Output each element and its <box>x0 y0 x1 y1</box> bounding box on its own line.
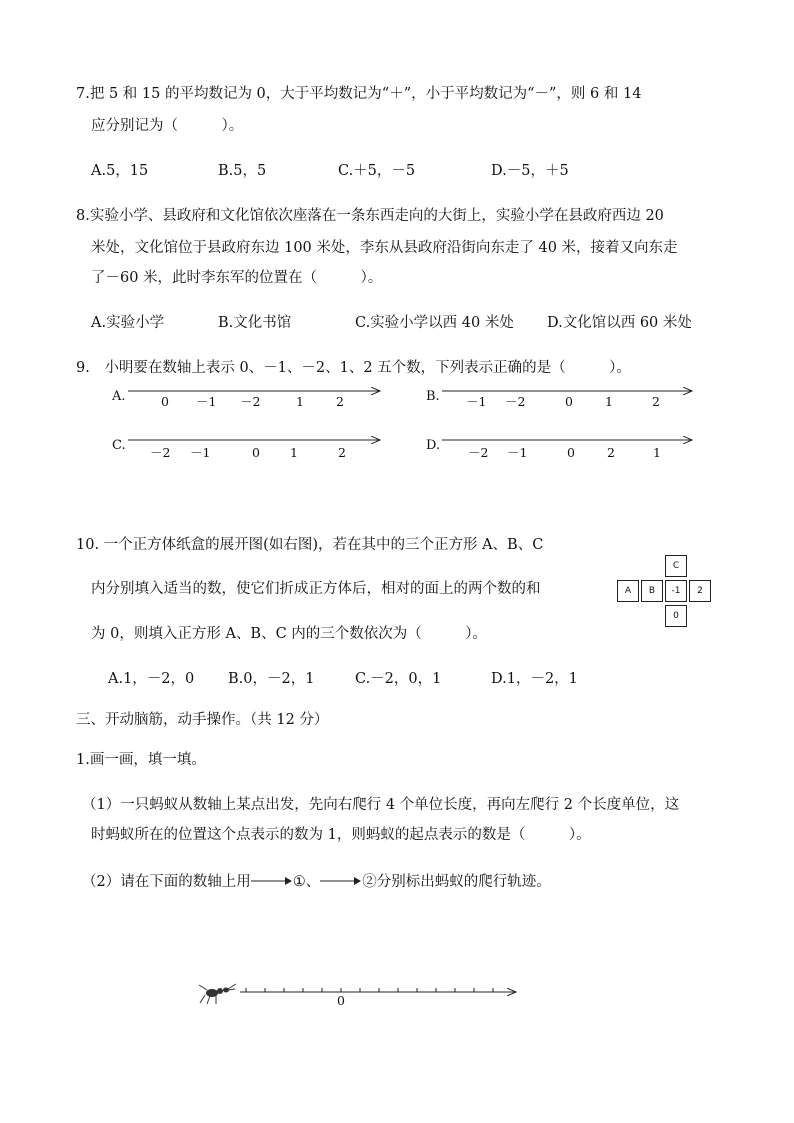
q7-option-b: B.5，5 <box>218 163 267 179</box>
nl-d-num-0: －2 <box>468 445 489 460</box>
nl-a-num-2: －2 <box>240 394 261 409</box>
nl-a-num-4: 2 <box>336 394 344 409</box>
section3-heading: 三、开动脑筋，动手操作。（共 12 分） <box>76 712 329 728</box>
nl-c-num-2: 0 <box>252 445 260 460</box>
nl-d-num-3: 2 <box>607 445 615 460</box>
q7-line2: 应分别记为（ ）。 <box>91 118 244 134</box>
q8-line3: 了－60 米，此时李东军的位置在（ ）。 <box>91 270 383 286</box>
nl-b-num-4: 2 <box>652 394 660 409</box>
q7-option-c: C.＋5，－5 <box>338 163 416 179</box>
net-cell-neg1: -1 <box>665 580 687 602</box>
nl-c-num-1: －1 <box>190 445 211 460</box>
nl-a-num-3: 1 <box>296 394 304 409</box>
nl-c-num-4: 2 <box>338 445 346 460</box>
q8-line1: 8.实验小学、县政府和文化馆依次座落在一条东西走向的大街上，实验小学在县政府西边 20 <box>76 208 664 224</box>
net-cell-bottom: 0 <box>665 605 687 627</box>
q10-line1: 10. 一个正方体纸盒的展开图(如右图)，若在其中的三个正方形 A、B、C <box>76 537 544 553</box>
nl-c-num-0: －2 <box>150 445 171 460</box>
axis-zero-label: 0 <box>337 993 345 1008</box>
q8-option-d: D.文化馆以西 60 米处 <box>547 315 692 331</box>
net-cell-a: A <box>617 580 639 602</box>
nl-d-num-2: 0 <box>567 445 575 460</box>
nl-b-num-1: －2 <box>505 394 526 409</box>
nl-d-num-4: 1 <box>653 445 661 460</box>
nl-c-num-3: 1 <box>290 445 298 460</box>
nl-d-num-1: －1 <box>507 445 528 460</box>
net-cell-b: B <box>641 580 663 602</box>
axis-ticks <box>246 988 493 992</box>
nl-d-label: D. <box>426 438 441 453</box>
net-cell-top: C <box>665 555 687 577</box>
nl-b-label: B. <box>426 389 440 404</box>
q10-option-d: D.1，－2，1 <box>491 671 578 687</box>
section3-q1-title: 1.画一画，填一填。 <box>76 752 206 768</box>
p2-text-before: （2）请在下面的数轴上用 <box>82 874 251 890</box>
p2-text-mid2: ②分别标出蚂蚁的爬行轨迹。 <box>362 874 551 890</box>
q8-option-b: B.文化书馆 <box>218 315 292 331</box>
q7-option-d: D.－5，＋5 <box>491 163 569 179</box>
section3-p2 <box>82 870 551 891</box>
nl-a-label: A. <box>112 389 126 404</box>
nl-b-num-2: 0 <box>565 394 573 409</box>
ant-icon <box>199 984 236 1004</box>
nl-b-num-3: 1 <box>605 394 613 409</box>
nl-a-num-1: －1 <box>196 394 217 409</box>
q10-line3: 为 0，则填入正方形 A、B、C 内的三个数依次为（ ）。 <box>91 626 488 642</box>
p2-text-mid1: ①、 <box>292 874 321 890</box>
q10-option-a: A.1，－2，0 <box>108 671 195 687</box>
arrow-icon <box>320 876 362 886</box>
nl-a-num-0: 0 <box>161 394 169 409</box>
arrow-icon <box>251 876 293 886</box>
nl-c-label: C. <box>112 438 126 453</box>
q7-line1: 7.把 5 和 15 的平均数记为 0，大于平均数记为“＋”，小于平均数记为“－”，则 6 和 14 <box>76 86 642 102</box>
q10-option-c: C.－2，0，1 <box>355 671 442 687</box>
q8-line2: 米处，文化馆位于县政府东边 100 米处，李东从县政府沿街向东走了 40 米，接着又向东走 <box>91 240 678 256</box>
q8-option-a: A.实验小学 <box>91 315 165 331</box>
q8-option-c: C.实验小学以西 40 米处 <box>355 315 514 331</box>
q10-line2: 内分别填入适当的数，使它们折成正方体后，相对的面上的两个数的和 <box>91 581 541 597</box>
q10-option-b: B.0，－2，1 <box>228 671 315 687</box>
section3-p1-line1: （1）一只蚂蚁从数轴上某点出发，先向右爬行 4 个单位长度，再向左爬行 2 个长度单位，这 <box>82 797 680 813</box>
q9-text: 9. 小明要在数轴上表示 0、－1、－2、1、2 五个数，下列表示正确的是（ ）。 <box>76 360 631 376</box>
net-cell-2: 2 <box>689 580 711 602</box>
nl-b-num-0: －1 <box>466 394 487 409</box>
q7-option-a: A.5，15 <box>91 163 149 179</box>
section3-p1-line2: 时蚂蚁所在的位置这个点表示的数为 1，则蚂蚁的起点表示的数是（ ）。 <box>91 827 591 843</box>
